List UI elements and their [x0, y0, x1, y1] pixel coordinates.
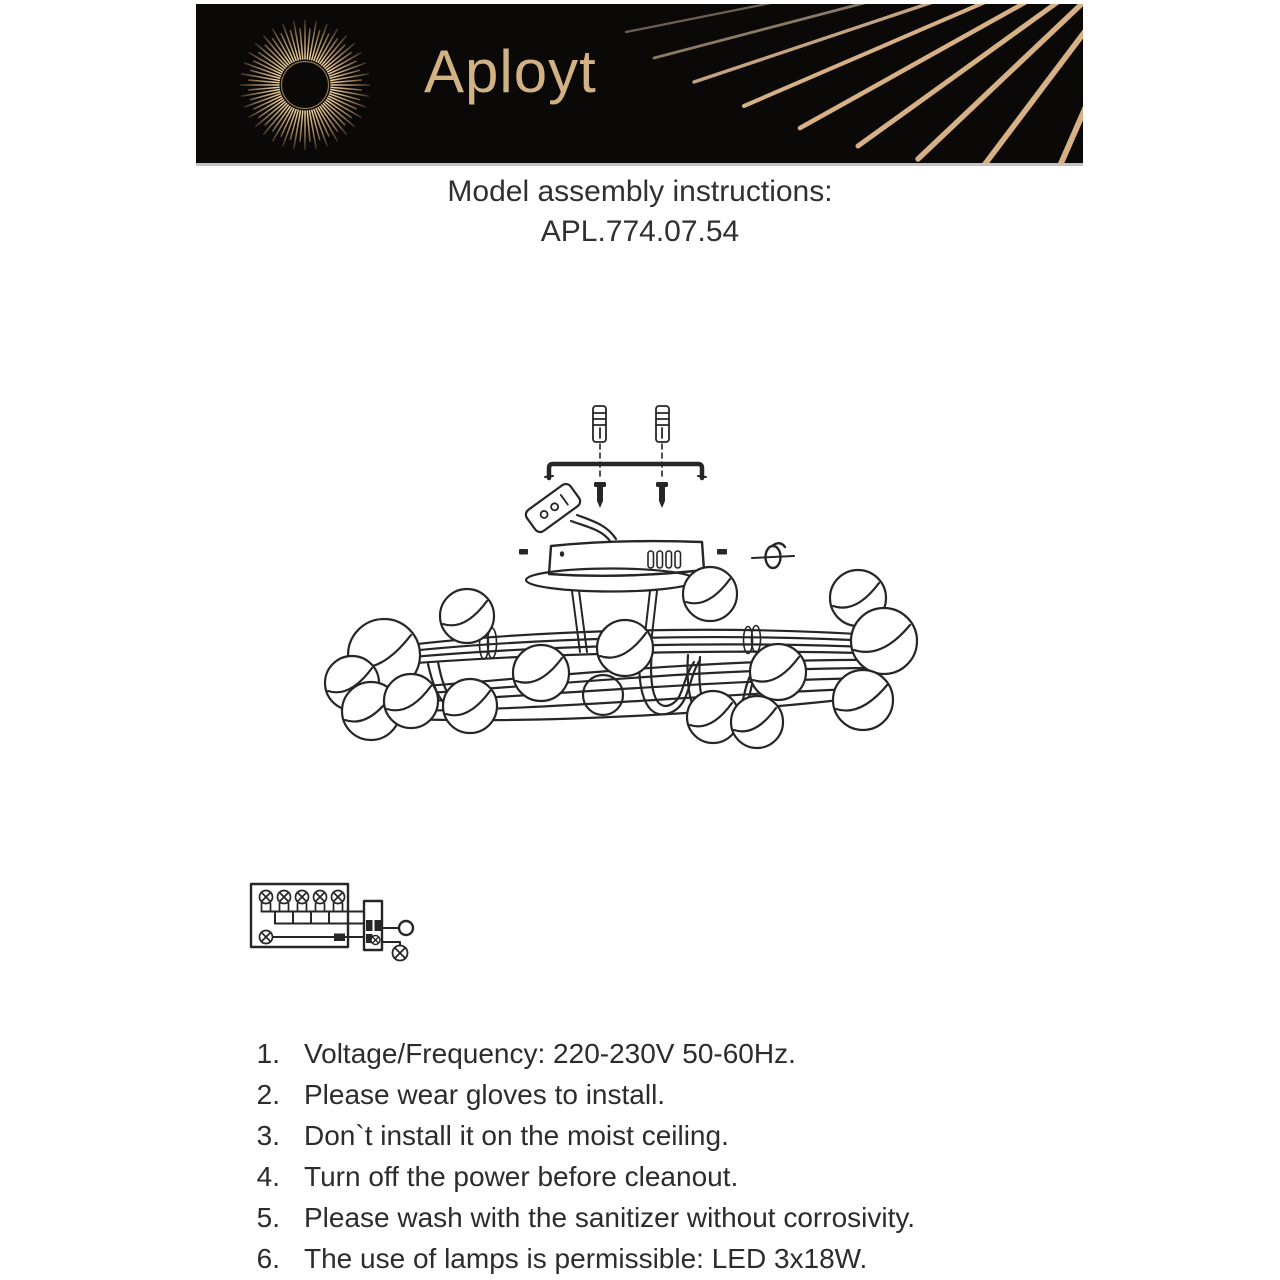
- canopy-skirt: [526, 569, 696, 592]
- screw-icon: [752, 543, 794, 568]
- chandelier-assembly-diagram: [325, 406, 917, 748]
- wire-connector-block: [334, 934, 345, 942]
- ground-lamp-symbol: [393, 946, 408, 961]
- title-line: Model assembly instructions:: [447, 175, 833, 208]
- mounting-bracket: [545, 464, 706, 478]
- canopy-vent-slots: [648, 551, 681, 568]
- list-item: 2. Please wear gloves to install.: [256, 1079, 666, 1110]
- model-number: APL.774.07.54: [540, 215, 740, 248]
- canopy-screw-dot: [560, 551, 564, 557]
- brand-logo-text: Aployt: [424, 38, 597, 105]
- instructions-list: [240, 1033, 1100, 1279]
- list-item: 3. Don`t install it on the moist ceiling.: [256, 1120, 729, 1151]
- terminal-block: [364, 901, 382, 950]
- list-item: 1. Voltage/Frequency: 220-230V 50-60Hz.: [256, 1038, 796, 1069]
- lamp-spheres: [325, 567, 917, 748]
- list-item: 6. The use of lamps is permissible: LED 3x18W.: [256, 1243, 868, 1274]
- wiring-lamp-symbols: [260, 891, 345, 912]
- lamp-wiring-diagram: [251, 884, 413, 961]
- list-item: 4. Turn off the power before cleanout.: [256, 1161, 739, 1192]
- wall-anchor-icons: [593, 406, 669, 442]
- list-item: 5. Please wash with the sanitizer without corrosivity.: [256, 1202, 916, 1233]
- mounting-screws: [594, 482, 668, 508]
- wiring-bottom-lamp: [260, 931, 273, 944]
- neutral-terminal-symbol: [399, 921, 413, 935]
